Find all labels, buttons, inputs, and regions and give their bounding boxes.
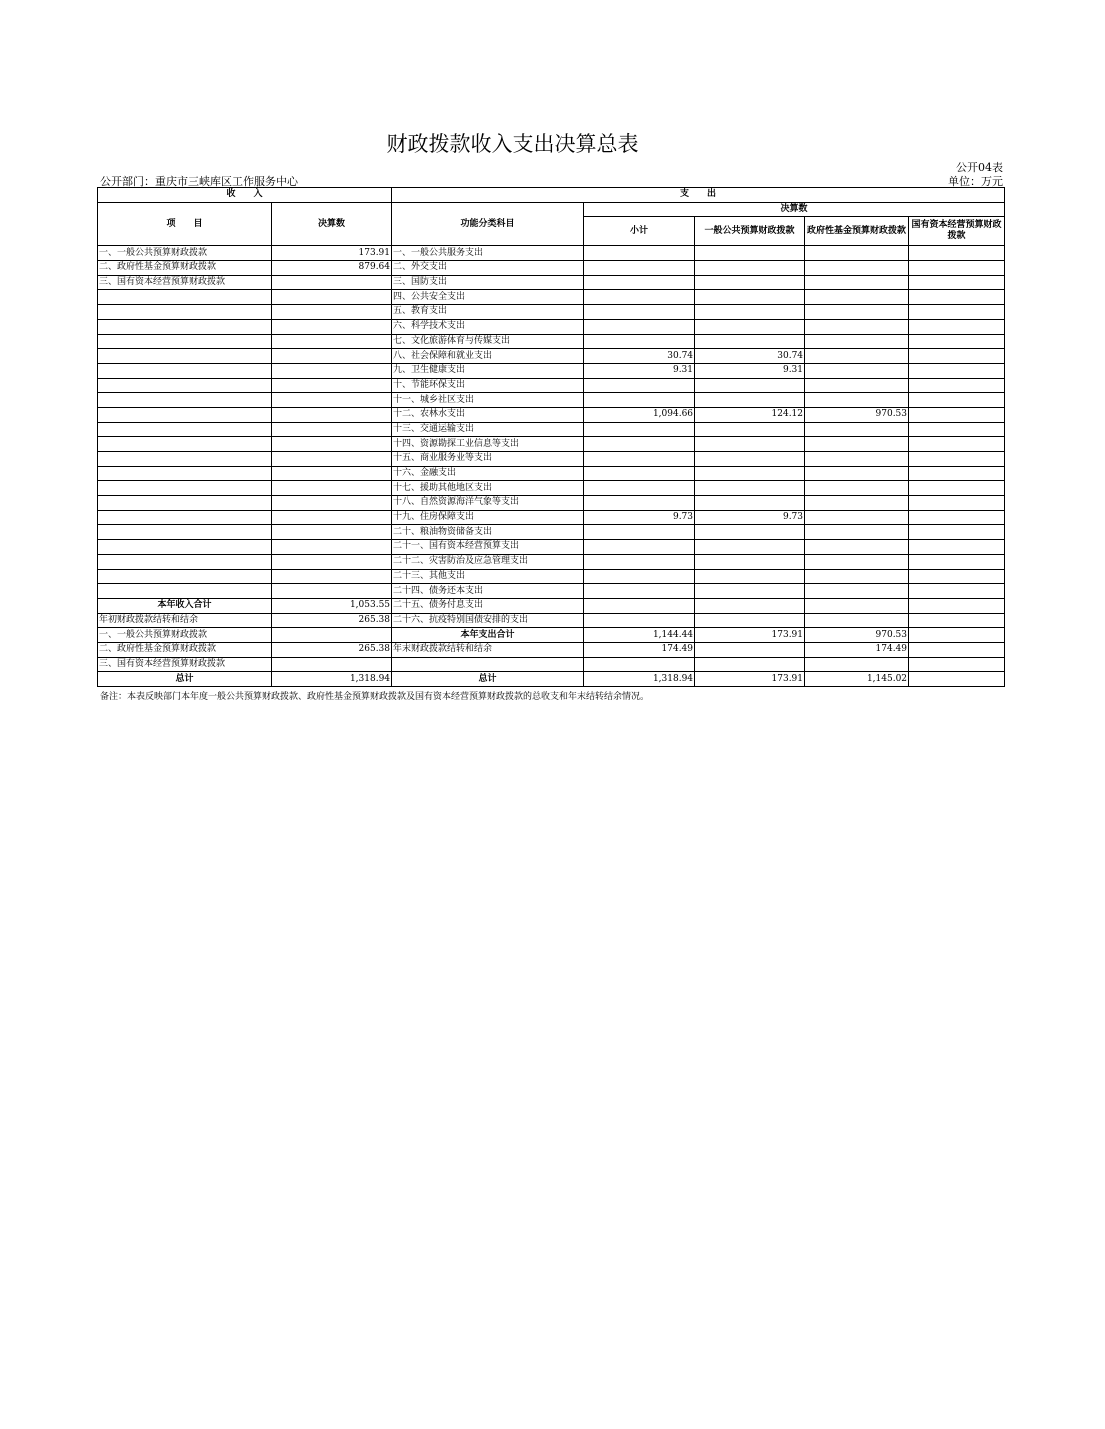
table-row: [98, 598, 1005, 613]
income-item-cell: [98, 510, 272, 525]
income-amount-cell: 265.38: [272, 642, 392, 657]
expense-item-cell: 十、节能环保支出: [392, 378, 584, 393]
subtotal-cell: 174.49: [584, 642, 695, 657]
gov-fund-cell: [805, 290, 909, 305]
expense-item-cell: 二十五、债务付息支出: [392, 598, 584, 613]
table-row: [98, 393, 1005, 408]
state-capital-cell: [909, 672, 1005, 687]
subtotal-cell: [584, 378, 695, 393]
income-item-cell: [98, 584, 272, 599]
table-row: [98, 275, 1005, 290]
table-row: [98, 584, 1005, 599]
general-cell: [695, 540, 805, 555]
general-cell: [695, 598, 805, 613]
general-cell: [695, 481, 805, 496]
state-capital-cell: [909, 305, 1005, 320]
income-item-cell: [98, 349, 272, 364]
subtotal-cell: [584, 554, 695, 569]
expense-item-cell: 十四、资源勘探工业信息等支出: [392, 437, 584, 452]
subtotal-cell: [584, 334, 695, 349]
income-item-cell: 年初财政拨款结转和结余: [98, 613, 272, 628]
income-amount-cell: 1,318.94: [272, 672, 392, 687]
gov-fund-header: 政府性基金预算财政拨款: [805, 217, 909, 246]
income-amount-cell: [272, 378, 392, 393]
subtotal-header: 小计: [584, 217, 695, 246]
state-capital-cell: [909, 393, 1005, 408]
general-cell: [695, 305, 805, 320]
subtotal-cell: [584, 261, 695, 276]
state-capital-cell: [909, 275, 1005, 290]
general-cell: [695, 569, 805, 584]
gov-fund-cell: [805, 569, 909, 584]
income-amount-cell: [272, 349, 392, 364]
expense-item-cell: [392, 657, 584, 672]
table-row: [98, 642, 1005, 657]
general-cell: [695, 246, 805, 261]
state-capital-cell: [909, 554, 1005, 569]
income-amount-cell: [272, 290, 392, 305]
state-capital-cell: [909, 525, 1005, 540]
subtotal-cell: [584, 584, 695, 599]
general-cell: [695, 422, 805, 437]
general-cell: [695, 584, 805, 599]
expense-item-cell: 十六、金融支出: [392, 466, 584, 481]
subtotal-cell: 9.31: [584, 363, 695, 378]
gov-fund-cell: [805, 349, 909, 364]
general-cell: [695, 290, 805, 305]
income-amount-cell: 879.64: [272, 261, 392, 276]
income-item-cell: [98, 569, 272, 584]
table-row: [98, 363, 1005, 378]
income-header: 收 入: [98, 188, 392, 203]
gov-fund-cell: [805, 305, 909, 320]
table-row: [98, 422, 1005, 437]
table-row: [98, 496, 1005, 511]
general-cell: [695, 642, 805, 657]
income-item-cell: [98, 393, 272, 408]
expense-item-cell: 年末财政拨款结转和结余: [392, 642, 584, 657]
income-item-cell: [98, 481, 272, 496]
income-amount-cell: [272, 510, 392, 525]
func-subject-header: 功能分类科目: [392, 202, 584, 246]
subtotal-cell: 30.74: [584, 349, 695, 364]
general-cell: [695, 452, 805, 467]
state-capital-cell: [909, 496, 1005, 511]
state-capital-cell: [909, 246, 1005, 261]
income-item-cell: 总计: [98, 672, 272, 687]
state-capital-cell: [909, 363, 1005, 378]
income-amount-cell: [272, 334, 392, 349]
subtotal-cell: [584, 540, 695, 555]
table-row: [98, 261, 1005, 276]
income-item-cell: [98, 305, 272, 320]
income-item-cell: [98, 378, 272, 393]
table-row: [98, 569, 1005, 584]
income-item-cell: 本年收入合计: [98, 598, 272, 613]
unit-label: 单位：万元: [948, 175, 1003, 188]
income-item-cell: [98, 407, 272, 422]
expense-item-cell: 十一、城乡社区支出: [392, 393, 584, 408]
income-amount-cell: 265.38: [272, 613, 392, 628]
income-item-cell: 三、国有资本经营预算财政拨款: [98, 275, 272, 290]
gov-fund-cell: [805, 554, 909, 569]
income-item-cell: [98, 525, 272, 540]
state-capital-cell: [909, 613, 1005, 628]
income-amount-cell: [272, 437, 392, 452]
state-capital-cell: [909, 510, 1005, 525]
subtotal-cell: [584, 290, 695, 305]
department-label: 公开部门：重庆市三峡库区工作服务中心: [100, 175, 298, 188]
gov-fund-cell: [805, 319, 909, 334]
general-cell: 124.12: [695, 407, 805, 422]
gov-fund-cell: [805, 496, 909, 511]
gov-fund-cell: [805, 275, 909, 290]
state-capital-cell: [909, 261, 1005, 276]
state-capital-cell: [909, 598, 1005, 613]
table-row: [98, 378, 1005, 393]
subtotal-cell: [584, 275, 695, 290]
gov-fund-cell: [805, 613, 909, 628]
expense-item-cell: 二十一、国有资本经营预算支出: [392, 540, 584, 555]
income-amount-cell: [272, 275, 392, 290]
expense-item-cell: 六、科学技术支出: [392, 319, 584, 334]
income-item-cell: [98, 334, 272, 349]
income-amount-cell: [272, 481, 392, 496]
income-item-cell: [98, 452, 272, 467]
income-item-cell: 二、政府性基金预算财政拨款: [98, 642, 272, 657]
general-cell: 30.74: [695, 349, 805, 364]
state-capital-cell: [909, 466, 1005, 481]
table-row: [98, 657, 1005, 672]
expense-item-cell: 二、外交支出: [392, 261, 584, 276]
gov-fund-cell: [805, 334, 909, 349]
subtotal-cell: [584, 437, 695, 452]
state-capital-cell: [909, 437, 1005, 452]
gov-fund-cell: [805, 261, 909, 276]
general-cell: 173.91: [695, 672, 805, 687]
gov-fund-cell: [805, 378, 909, 393]
income-item-cell: 三、国有资本经营预算财政拨款: [98, 657, 272, 672]
subtotal-cell: [584, 569, 695, 584]
table-row: [98, 481, 1005, 496]
subtotal-cell: [584, 246, 695, 261]
general-cell: [695, 261, 805, 276]
general-cell: [695, 275, 805, 290]
table-row: [98, 554, 1005, 569]
income-amount-cell: [272, 466, 392, 481]
gov-fund-cell: [805, 657, 909, 672]
table-row: [98, 672, 1005, 687]
expense-item-cell: 十三、交通运输支出: [392, 422, 584, 437]
income-item-cell: [98, 540, 272, 555]
gov-fund-cell: [805, 437, 909, 452]
expense-item-cell: 二十六、抗疫特别国债安排的支出: [392, 613, 584, 628]
general-cell: [695, 393, 805, 408]
gov-fund-cell: 174.49: [805, 642, 909, 657]
income-amount-cell: [272, 319, 392, 334]
subtotal-cell: 1,318.94: [584, 672, 695, 687]
table-row: [98, 407, 1005, 422]
gov-fund-cell: [805, 481, 909, 496]
table-row: [98, 305, 1005, 320]
income-amount-cell: [272, 496, 392, 511]
income-item-cell: [98, 496, 272, 511]
subtotal-cell: [584, 452, 695, 467]
income-amount-cell: [272, 525, 392, 540]
gov-fund-cell: 970.53: [805, 628, 909, 643]
subtotal-cell: [584, 613, 695, 628]
table-row: [98, 437, 1005, 452]
general-cell: [695, 378, 805, 393]
expense-item-cell: 本年支出合计: [392, 628, 584, 643]
general-cell: [695, 319, 805, 334]
form-number: 公开04表: [956, 161, 1003, 174]
state-capital-cell: [909, 584, 1005, 599]
income-amount-cell: [272, 628, 392, 643]
state-capital-cell: [909, 407, 1005, 422]
amount-header: 决算数: [272, 202, 392, 246]
state-capital-header: 国有资本经营预算财政拨款: [909, 217, 1005, 246]
general-cell: [695, 466, 805, 481]
income-amount-cell: 173.91: [272, 246, 392, 261]
income-item-cell: [98, 363, 272, 378]
subtotal-cell: [584, 496, 695, 511]
subtotal-cell: [584, 481, 695, 496]
page-title: 财政拨款收入支出决算总表: [386, 132, 639, 156]
table-row: [98, 540, 1005, 555]
gov-fund-cell: 1,145.02: [805, 672, 909, 687]
income-amount-cell: [272, 569, 392, 584]
income-amount-cell: [272, 305, 392, 320]
income-amount-cell: [272, 584, 392, 599]
income-amount-cell: [272, 554, 392, 569]
income-item-cell: [98, 290, 272, 305]
gov-fund-cell: [805, 422, 909, 437]
expense-item-cell: 七、文化旅游体育与传媒支出: [392, 334, 584, 349]
income-amount-cell: [272, 363, 392, 378]
budget-table: [97, 187, 1005, 687]
table-row: [98, 349, 1005, 364]
state-capital-cell: [909, 290, 1005, 305]
table-row: [98, 319, 1005, 334]
gov-fund-cell: [805, 393, 909, 408]
expense-item-cell: 十九、住房保障支出: [392, 510, 584, 525]
state-capital-cell: [909, 452, 1005, 467]
expense-item-cell: 九、卫生健康支出: [392, 363, 584, 378]
state-capital-cell: [909, 642, 1005, 657]
income-item-cell: 一、一般公共预算财政拨款: [98, 246, 272, 261]
income-item-cell: [98, 437, 272, 452]
state-capital-cell: [909, 628, 1005, 643]
state-capital-cell: [909, 481, 1005, 496]
table-row: [98, 613, 1005, 628]
income-item-cell: 二、政府性基金预算财政拨款: [98, 261, 272, 276]
income-amount-cell: 1,053.55: [272, 598, 392, 613]
item-header: 项 目: [98, 202, 272, 246]
gov-fund-cell: [805, 466, 909, 481]
expense-item-cell: 二十二、灾害防治及应急管理支出: [392, 554, 584, 569]
subtotal-cell: [584, 598, 695, 613]
income-amount-cell: [272, 452, 392, 467]
income-item-cell: [98, 466, 272, 481]
table-row: [98, 246, 1005, 261]
income-amount-cell: [272, 393, 392, 408]
income-item-cell: [98, 422, 272, 437]
gov-fund-cell: [805, 363, 909, 378]
general-cell: 173.91: [695, 628, 805, 643]
income-amount-cell: [272, 540, 392, 555]
table-row: [98, 290, 1005, 305]
expense-item-cell: 二十三、其他支出: [392, 569, 584, 584]
general-cell: [695, 554, 805, 569]
general-cell: [695, 657, 805, 672]
table-row: [98, 452, 1005, 467]
general-cell: [695, 437, 805, 452]
gov-fund-cell: [805, 598, 909, 613]
expense-item-cell: 十八、自然资源海洋气象等支出: [392, 496, 584, 511]
gov-fund-cell: [805, 584, 909, 599]
table-row: [98, 466, 1005, 481]
state-capital-cell: [909, 540, 1005, 555]
gov-fund-cell: 970.53: [805, 407, 909, 422]
income-amount-cell: [272, 407, 392, 422]
gov-fund-cell: [805, 246, 909, 261]
subtotal-cell: 1,094.66: [584, 407, 695, 422]
expense-item-cell: 二十、粮油物资储备支出: [392, 525, 584, 540]
expense-item-cell: 八、社会保障和就业支出: [392, 349, 584, 364]
subtotal-cell: [584, 525, 695, 540]
gov-fund-cell: [805, 510, 909, 525]
state-capital-cell: [909, 378, 1005, 393]
table-row: [98, 334, 1005, 349]
general-cell: 9.73: [695, 510, 805, 525]
general-cell: [695, 525, 805, 540]
state-capital-cell: [909, 349, 1005, 364]
gov-fund-cell: [805, 540, 909, 555]
state-capital-cell: [909, 334, 1005, 349]
expense-header: 支 出: [392, 188, 1005, 203]
subtotal-cell: [584, 393, 695, 408]
subtotal-cell: [584, 422, 695, 437]
expense-item-cell: 总计: [392, 672, 584, 687]
footnote: 备注：本表反映部门本年度一般公共预算财政拨款、政府性基金预算财政拨款及国有资本经营预算财政拨款的总收支和年末结转结余情况。: [100, 692, 650, 702]
general-cell: [695, 334, 805, 349]
table-row: [98, 510, 1005, 525]
expense-item-cell: 四、公共安全支出: [392, 290, 584, 305]
subtotal-cell: [584, 305, 695, 320]
subtotal-cell: 9.73: [584, 510, 695, 525]
income-amount-cell: [272, 657, 392, 672]
table-row: [98, 525, 1005, 540]
expense-item-cell: 十二、农林水支出: [392, 407, 584, 422]
expense-item-cell: 一、一般公共服务支出: [392, 246, 584, 261]
expense-item-cell: 二十四、债务还本支出: [392, 584, 584, 599]
subtotal-cell: 1,144.44: [584, 628, 695, 643]
general-cell: 9.31: [695, 363, 805, 378]
state-capital-cell: [909, 422, 1005, 437]
general-cell: [695, 613, 805, 628]
subtotal-cell: [584, 657, 695, 672]
income-item-cell: [98, 319, 272, 334]
expense-item-cell: 十七、援助其他地区支出: [392, 481, 584, 496]
subtotal-cell: [584, 466, 695, 481]
income-item-cell: 一、一般公共预算财政拨款: [98, 628, 272, 643]
table-row: [98, 628, 1005, 643]
subtotal-cell: [584, 319, 695, 334]
expense-item-cell: 三、国防支出: [392, 275, 584, 290]
expense-item-cell: 十五、商业服务业等支出: [392, 452, 584, 467]
expense-item-cell: 五、教育支出: [392, 305, 584, 320]
income-amount-cell: [272, 422, 392, 437]
general-cell: [695, 496, 805, 511]
general-header: 一般公共预算财政拨款: [695, 217, 805, 246]
gov-fund-cell: [805, 525, 909, 540]
income-item-cell: [98, 554, 272, 569]
final-amount-header: 决算数: [584, 202, 1005, 217]
state-capital-cell: [909, 319, 1005, 334]
state-capital-cell: [909, 657, 1005, 672]
state-capital-cell: [909, 569, 1005, 584]
gov-fund-cell: [805, 452, 909, 467]
